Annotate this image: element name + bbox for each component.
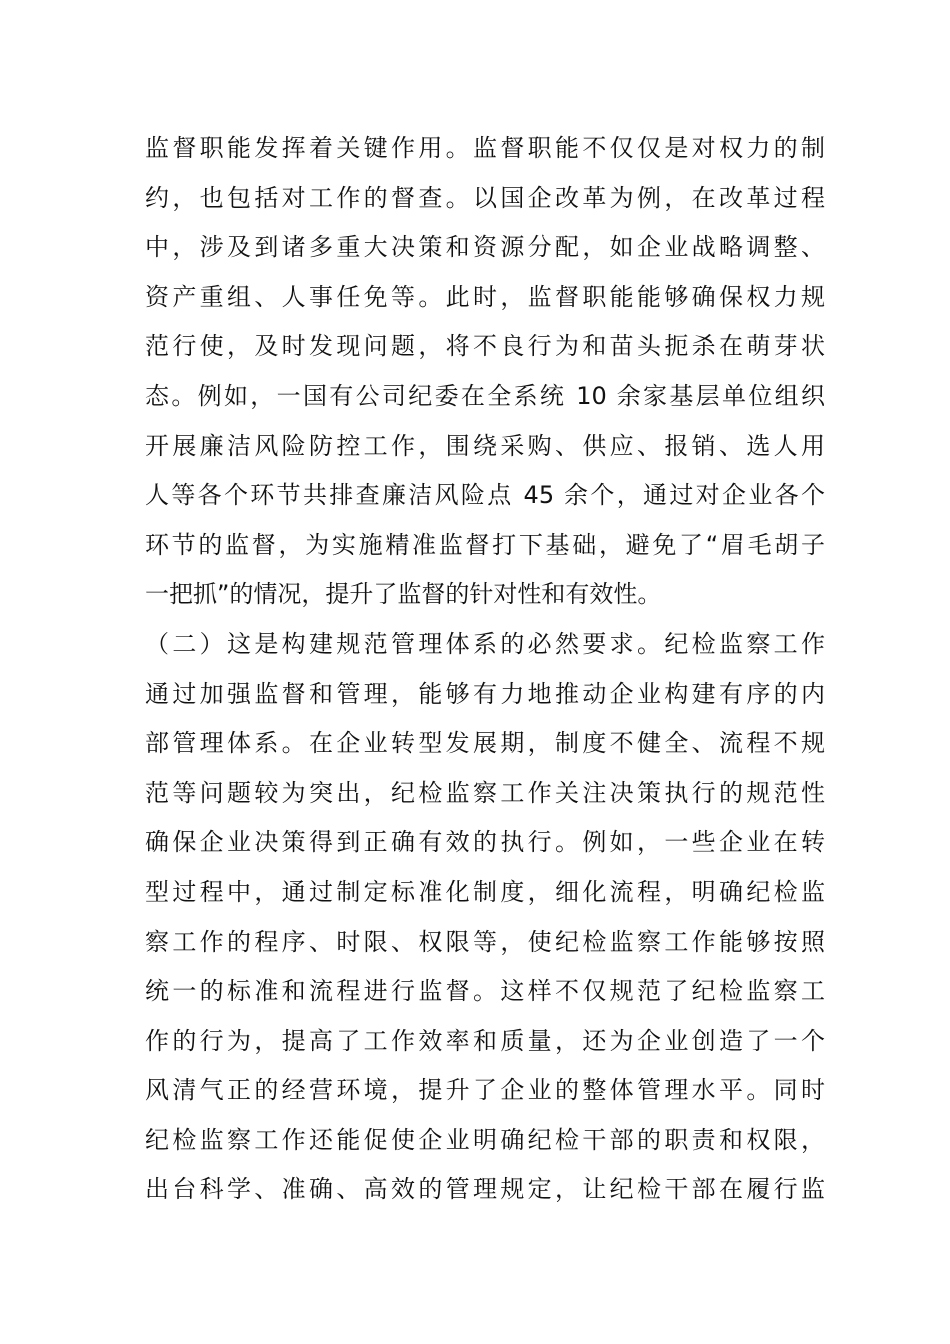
text-line: 中，涉及到诸多重大决策和资源分配，如企业战略调整、 (145, 233, 825, 262)
text-line: 开展廉洁风险防控工作，围绕采购、供应、报销、选人用 (145, 431, 825, 460)
text-line: 资产重组、人事任免等。此时，监督职能能够确保权力规 (145, 282, 825, 311)
text-line: 统一的标准和流程进行监督。这样不仅规范了纪检监察工 (145, 977, 825, 1006)
text-line: 监督职能发挥着关键作用。监督职能不仅仅是对权力的制 (145, 134, 825, 162)
text-line: 型过程中，通过制定标准化制度，细化流程，明确纪检监 (145, 877, 825, 906)
body-text (145, 124, 825, 1215)
text-line: 出台科学、准确、高效的管理规定，让纪检干部在履行监 (145, 1175, 825, 1204)
text-line: 作的行为，提高了工作效率和质量，还为企业创造了一个 (145, 1026, 825, 1055)
text-line: 部管理体系。在企业转型发展期，制度不健全、流程不规 (145, 729, 825, 758)
text-line: 通过加强监督和管理，能够有力地推动企业构建有序的内 (145, 679, 825, 708)
text-line: 态。例如，一国有公司纪委在全系统 10 余家基层单位组织 (145, 381, 825, 410)
text-line: 察工作的程序、时限、权限等，使纪检监察工作能够按照 (145, 927, 825, 956)
text-line: 约，也包括对工作的督查。以国企改革为例，在改革过程 (145, 183, 825, 212)
text-line: 一把抓”的情况，提升了监督的针对性和有效性。 (145, 580, 662, 609)
text-line: 范等问题较为突出，纪检监察工作关注决策执行的规范性 (145, 778, 825, 807)
text-line: （二）这是构建规范管理体系的必然要求。纪检监察工作 (145, 629, 825, 658)
text-line: 环节的监督，为实施精准监督打下基础，避免了“眉毛胡子 (145, 530, 825, 559)
text-line: 确保企业决策得到正确有效的执行。例如，一些企业在转 (145, 828, 825, 857)
text-line: 纪检监察工作还能促使企业明确纪检干部的职责和权限， (145, 1125, 825, 1154)
text-line: 风清气正的经营环境，提升了企业的整体管理水平。同时 (145, 1076, 825, 1105)
text-line: 人等各个环节共排查廉洁风险点 45 余个，通过对企业各个 (145, 481, 825, 510)
text-line: 范行使，及时发现问题，将不良行为和苗头扼杀在萌芽状 (145, 332, 825, 361)
